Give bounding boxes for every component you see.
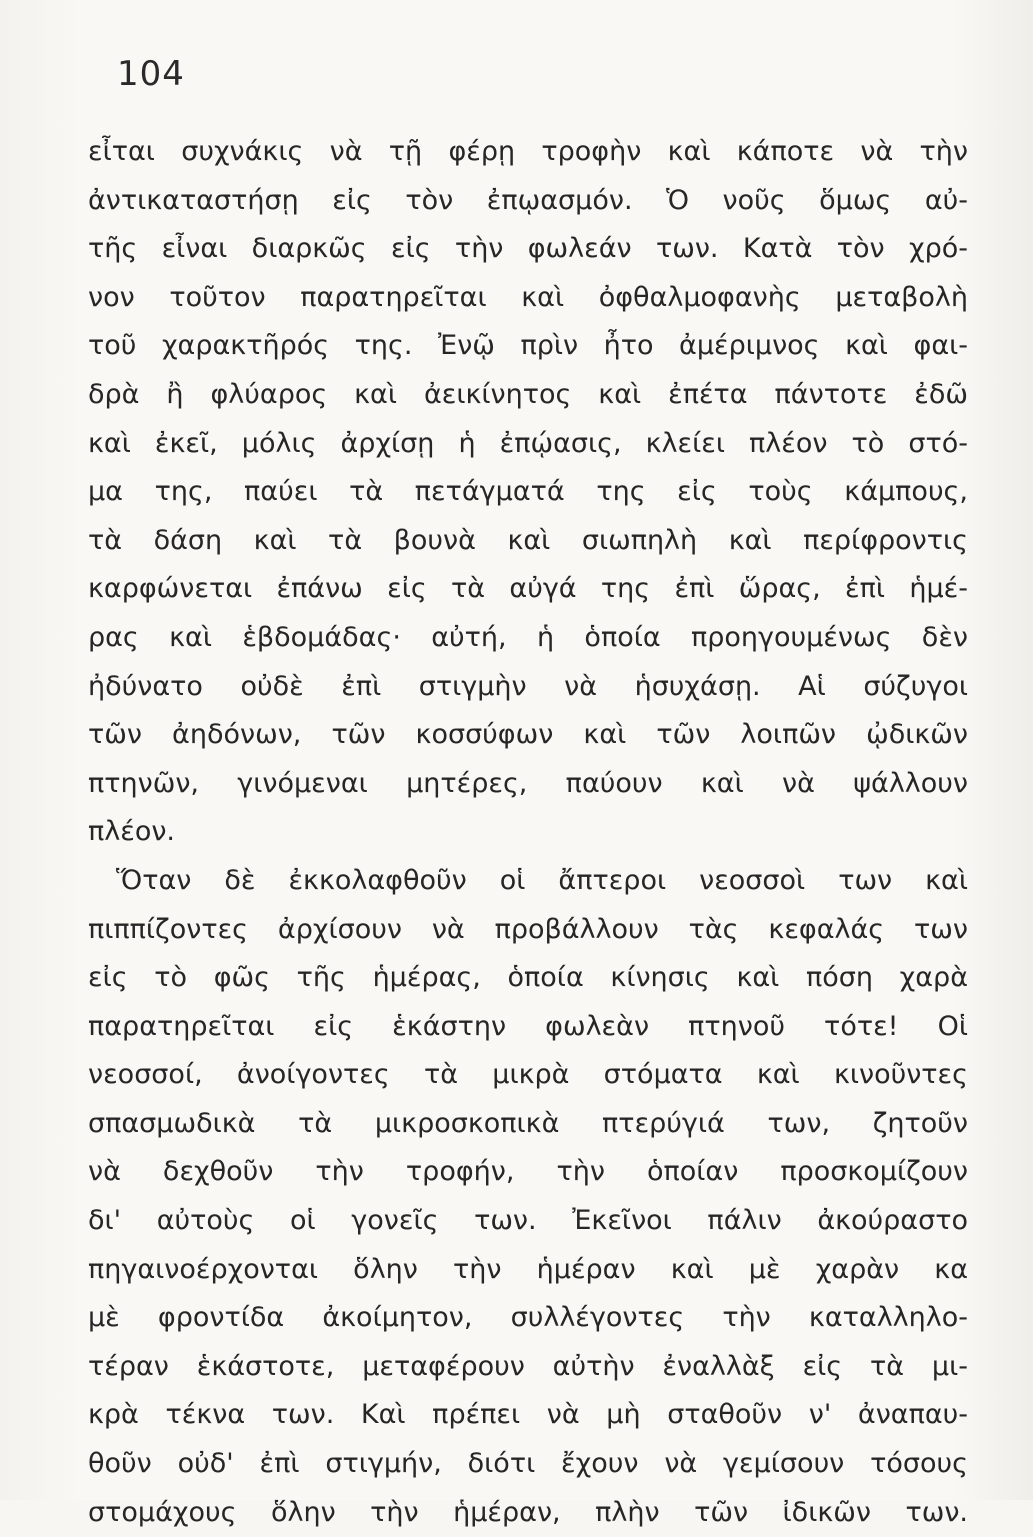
text-line: δι' αὐτοὺς οἱ γονεῖς των. Ἐκεῖνοι πάλιν ἀκούραστο xyxy=(88,1205,968,1237)
page-number: 104 xyxy=(117,54,185,94)
text-line: τέραν ἑκάστοτε, μεταφέρουν αὐτὴν ἐναλλὰξ εἰς τὰ μι- xyxy=(88,1350,968,1382)
text-line: νον τοῦτον παρατηρεῖται καὶ ὀφθαλμοφανὴς μεταβολὴ xyxy=(88,281,968,313)
text-line: ρας καὶ ἑβδομάδας· αὐτή, ἡ ὁποία προηγουμένως δὲν xyxy=(88,621,968,653)
text-line: σπασμωδικὰ τὰ μικροσκοπικὰ πτερύγιά των, ζητοῦν xyxy=(88,1107,968,1139)
paragraph-end-line: πλέον. xyxy=(88,816,176,848)
body-text xyxy=(88,128,968,1537)
text-line: τοῦ χαρακτῆρός της. Ἐνῷ πρὶν ἦτο ἀμέριμνος καὶ φαι- xyxy=(88,330,968,362)
text-line: δρὰ ἢ φλύαρος καὶ ἀεικίνητος καὶ ἐπέτα πάντοτε ἐδῶ xyxy=(88,378,968,410)
text-line: ἀντικαταστήσῃ εἰς τὸν ἐπῳασμόν. Ὁ νοῦς ὅμως αὐ- xyxy=(88,184,968,216)
text-line: μα της, παύει τὰ πετάγματά της εἰς τοὺς κάμπους, xyxy=(88,476,968,508)
text-line: πτηνῶν, γινόμεναι μητέρες, παύουν καὶ νὰ ψάλλουν xyxy=(88,767,968,799)
text-line: εἶται συχνάκις νὰ τῇ φέρῃ τροφὴν καὶ κάποτε νὰ τὴν xyxy=(88,136,968,167)
text-line: κρὰ τέκνα των. Καὶ πρέπει νὰ μὴ σταθοῦν ν' ἀναπαυ- xyxy=(88,1399,968,1431)
text-line: ἠδύνατο οὐδὲ ἐπὶ στιγμὴν νὰ ἡσυχάσῃ. Αἱ σύζυγοι xyxy=(88,670,968,702)
text-line: στομάχους ὅλην τὴν ἡμέραν, πλὴν τῶν ἰδικῶν των. xyxy=(88,1496,968,1528)
text-line: καρφώνεται ἐπάνω εἰς τὰ αὐγά της ἐπὶ ὥρας, ἐπὶ ἡμέ- xyxy=(88,573,968,605)
text-line: τῶν ἀηδόνων, τῶν κοσσύφων καὶ τῶν λοιπῶν ᾠδικῶν xyxy=(88,719,968,751)
text-line: τὰ δάση καὶ τὰ βουνὰ καὶ σιωπηλὴ καὶ περίφροντις xyxy=(88,524,968,556)
text-line: πιππίζοντες ἀρχίσουν νὰ προβάλλουν τὰς κεφαλάς των xyxy=(88,913,968,945)
text-line: καὶ ἐκεῖ, μόλις ἀρχίσῃ ἡ ἐπῴασις, κλείει πλέον τὸ στό- xyxy=(88,427,968,459)
text-line: θοῦν οὐδ' ἐπὶ στιγμήν, διότι ἔχουν νὰ γεμίσουν τόσους xyxy=(88,1448,968,1480)
text-line: τῆς εἶναι διαρκῶς εἰς τὴν φωλεάν των. Κατὰ τὸν χρό- xyxy=(88,233,968,265)
paragraph-start-line: Ὅταν δὲ ἐκκολαφθοῦν οἱ ἄπτεροι νεοσσοὶ των καὶ xyxy=(116,864,968,896)
text-line: παρατηρεῖται εἰς ἑκάστην φωλεὰν πτηνοῦ τότε! Οἱ xyxy=(88,1010,968,1042)
text-line: εἰς τὸ φῶς τῆς ἡμέρας, ὁποία κίνησις καὶ πόση χαρὰ xyxy=(88,962,968,994)
text-line: πηγαινοέρχονται ὅλην τὴν ἡμέραν καὶ μὲ χαρὰν κα xyxy=(88,1253,968,1285)
text-line: μὲ φροντίδα ἀκοίμητον, συλλέγοντες τὴν καταλληλο- xyxy=(88,1302,968,1334)
text-line: νὰ δεχθοῦν τὴν τροφήν, τὴν ὁποίαν προσκομίζουν xyxy=(88,1156,968,1188)
text-line: νεοσσοί, ἀνοίγοντες τὰ μικρὰ στόματα καὶ κινοῦντες xyxy=(88,1059,968,1091)
